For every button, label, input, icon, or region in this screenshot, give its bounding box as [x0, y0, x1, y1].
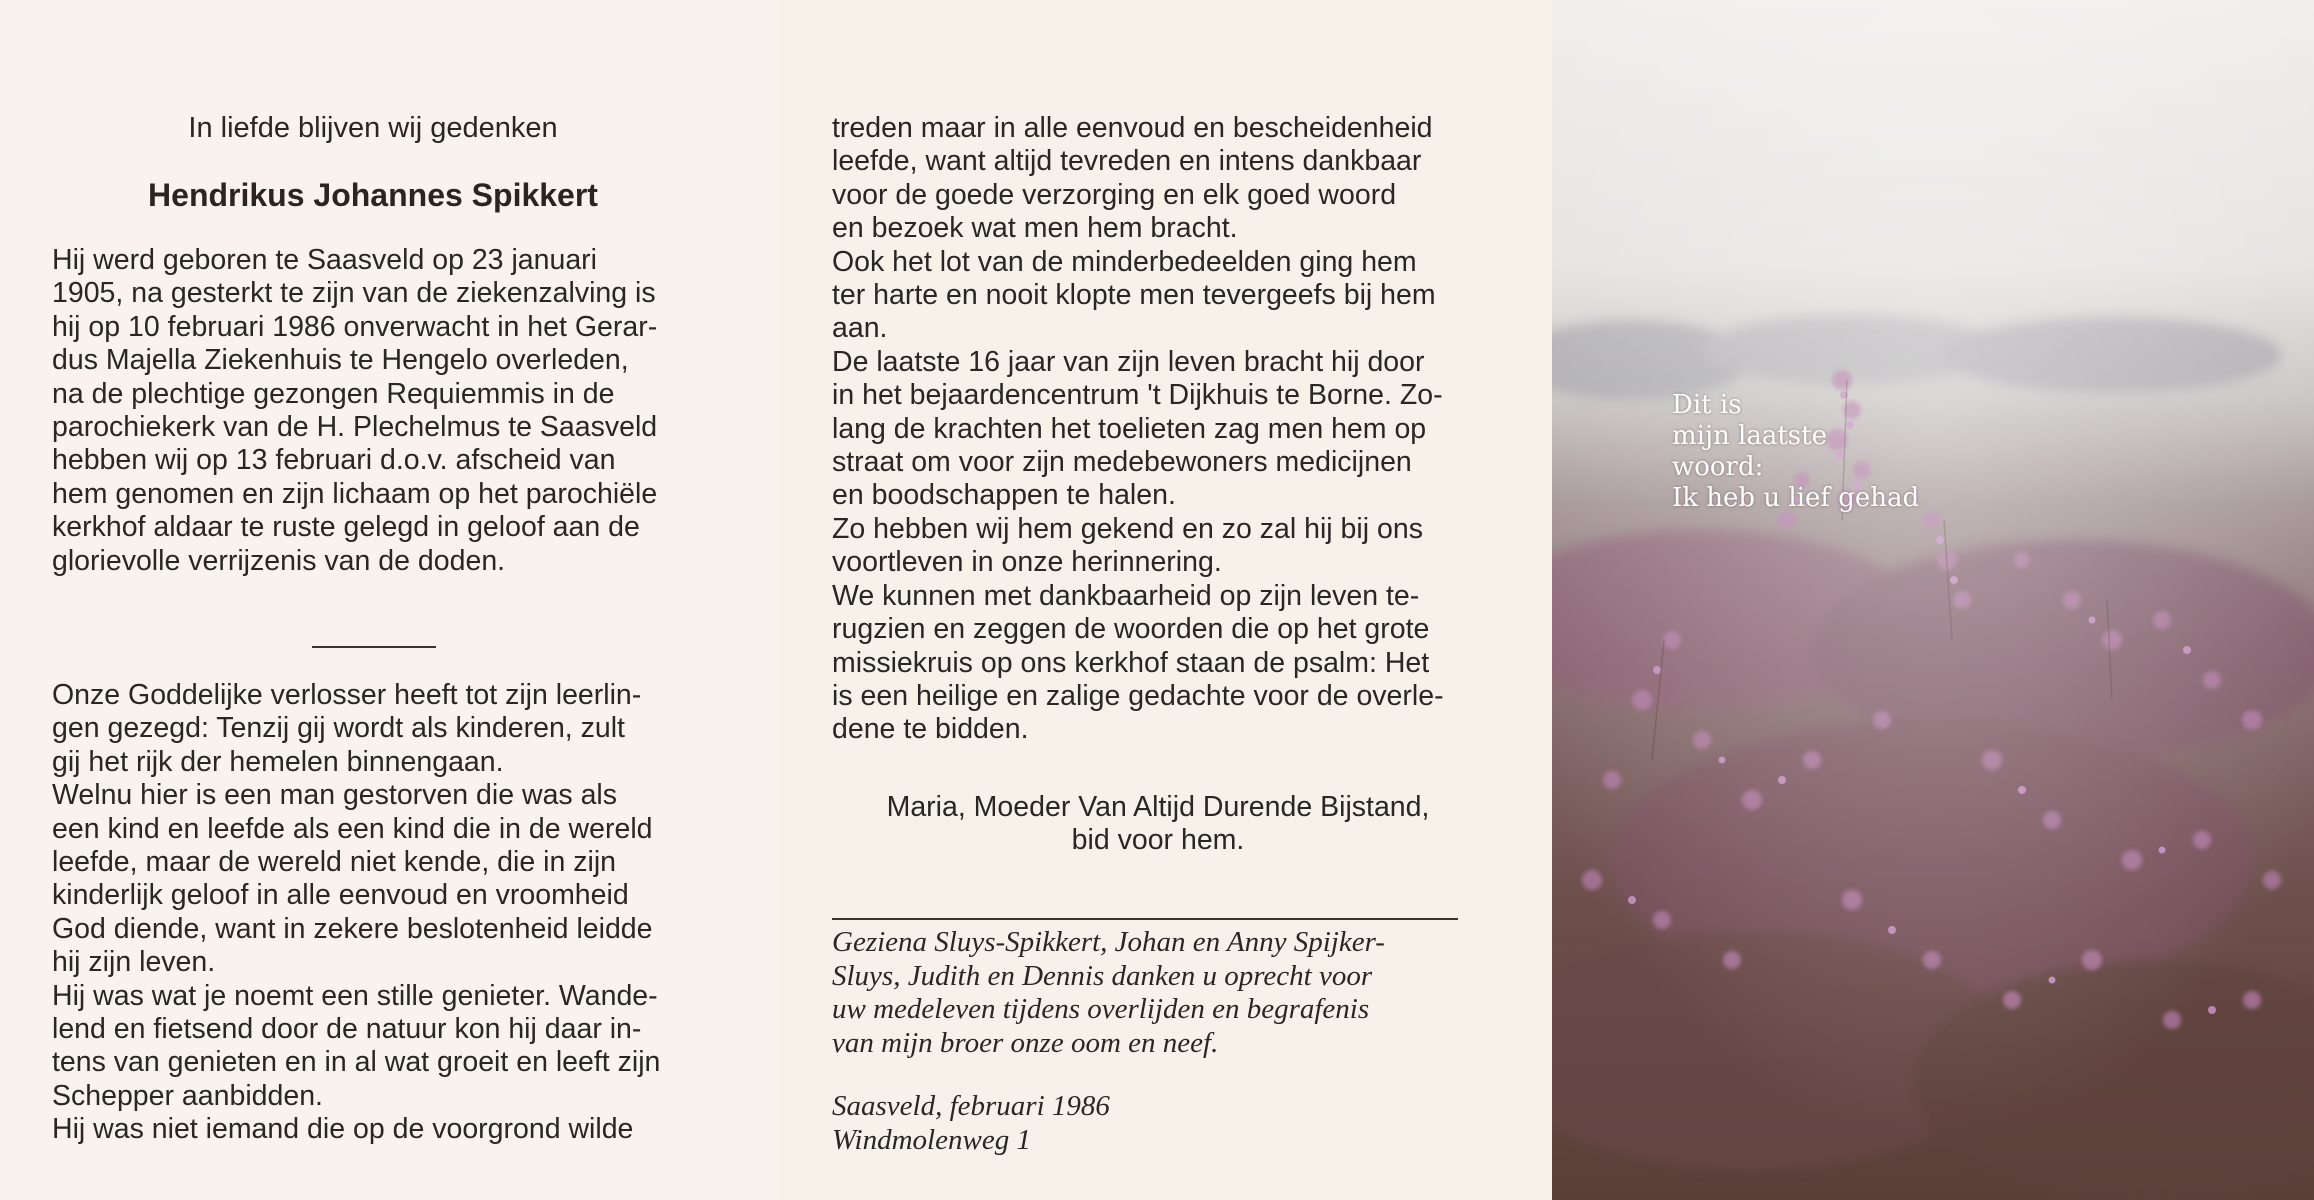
- signature-rule: [832, 918, 1458, 920]
- text-line: een kind en leefde als een kind die in de wereld: [52, 812, 653, 845]
- text-line: Welnu hier is een man gestorven die was als: [52, 779, 618, 812]
- text-line: God diende, want in zekere beslotenheid leidde: [52, 912, 653, 945]
- text-line: De laatste 16 jaar van zijn leven bracht hij door: [832, 345, 1425, 378]
- text-line: Sluys, Judith en Dennis danken u oprecht voor: [832, 959, 1373, 992]
- text-line: 1905, na gesterkt te zijn van de ziekenzalving is: [52, 277, 656, 310]
- text-line: kerkhof aldaar te ruste gelegd in geloof aan de: [52, 511, 640, 544]
- text-line: ter harte en nooit klopte men tevergeefs bij hem: [832, 279, 1436, 312]
- deceased-name: Hendrikus Johannes Spikkert: [148, 177, 598, 213]
- text-line: voor de goede verzorging en elk goed woord: [832, 178, 1397, 211]
- text-line: gij het rijk der hemelen binnengaan.: [52, 745, 504, 778]
- text-line: Hij was wat je noemt een stille genieter. Wande-: [52, 979, 658, 1012]
- text-line: hij op 10 februari 1986 onverwacht in het Gerar-: [52, 310, 658, 343]
- place-block: [832, 1090, 1432, 1157]
- text-line: glorievolle verrijzenis van de doden.: [52, 544, 506, 577]
- intro-heading: In liefde blijven wij gedenken: [188, 112, 558, 144]
- text-line: hebben wij op 13 februari d.o.v. afscheid van: [52, 444, 616, 477]
- text-line: voortleven in onze herinnering.: [832, 546, 1222, 579]
- text-line: We kunnen met dankbaarheid op zijn leven te-: [832, 579, 1420, 612]
- text-line: aan.: [832, 312, 888, 345]
- reflection-paragraph: [52, 679, 700, 1147]
- text-line: parochiekerk van de H. Plechelmus te Saasveld: [52, 411, 658, 444]
- text-line: Zo hebben wij hem gekend en zo zal hij bij ons: [832, 512, 1423, 545]
- text-line: is een heilige en zalige gedachte voor de overle-: [832, 679, 1444, 712]
- text-line: Onze Goddelijke verlosser heeft tot zijn leerlin-: [52, 679, 642, 711]
- text-line: lend en fietsend door de natuur kon hij daar in-: [52, 1013, 642, 1046]
- heather-photo: [1552, 0, 2314, 1200]
- prayer-block: [832, 791, 1484, 858]
- caption-line: mijn laatste: [1672, 421, 1827, 451]
- text-line: straat om voor zijn medebewoners medicijnen: [832, 446, 1412, 479]
- text-line: gen gezegd: Tenzij gij wordt als kinderen, zult: [52, 712, 625, 745]
- photo-caption: [1672, 390, 1992, 514]
- text-line: dene te bidden.: [832, 713, 1029, 746]
- text-line: treden maar in alle eenvoud en bescheidenheid: [832, 112, 1433, 144]
- caption-line: woord:: [1672, 452, 1764, 482]
- text-line: kinderlijk geloof in alle eenvoud en vroomheid: [52, 879, 629, 912]
- thanks-paragraph: [832, 926, 1490, 1060]
- text-line: hij zijn leven.: [52, 946, 216, 979]
- bio-paragraph: [52, 244, 700, 578]
- right-panel: [1552, 0, 2314, 1200]
- text-line: dus Majella Ziekenhuis te Hengelo overleden,: [52, 344, 629, 377]
- text-line: leefde, maar de wereld niet kende, die in zijn: [52, 846, 617, 879]
- text-line: in het bejaardencentrum 't Dijkhuis te Borne. Zo-: [832, 379, 1443, 412]
- text-line: rugzien en zeggen de woorden die op het grote: [832, 613, 1430, 646]
- place-date: Saasveld, februari 1986: [832, 1090, 1110, 1122]
- text-line: Ook het lot van de minderbedeelden ging hem: [832, 245, 1417, 278]
- text-line: lang de krachten het toelieten zag men hem op: [832, 412, 1427, 445]
- left-panel: [0, 0, 778, 1200]
- section-divider: [312, 646, 436, 648]
- text-line: Hij werd geboren te Saasveld op 23 januari: [52, 244, 598, 276]
- text-line: hem genomen en zijn lichaam op het parochiële: [52, 477, 658, 510]
- text-line: tens van genieten en in al wat groeit en leeft zijn: [52, 1046, 661, 1079]
- text-line: Schepper aanbidden.: [52, 1079, 323, 1112]
- caption-line: Dit is: [1672, 390, 1742, 420]
- address: Windmolenweg 1: [832, 1123, 1031, 1156]
- prayer-line: Maria, Moeder Van Altijd Durende Bijstand,: [886, 791, 1430, 823]
- caption-line: Ik heb u lief gehad: [1672, 483, 1920, 513]
- text-line: uw medeleven tijdens overlijden en begrafenis: [832, 993, 1370, 1026]
- text-line: van mijn broer onze oom en neef.: [832, 1026, 1219, 1059]
- text-line: Geziena Sluys-Spikkert, Johan en Anny Spijker-: [832, 926, 1385, 958]
- prayer-line: bid voor hem.: [1071, 824, 1245, 857]
- text-line: en bezoek wat men hem bracht.: [832, 212, 1238, 245]
- text-line: missiekruis op ons kerkhof staan de psalm: Het: [832, 646, 1430, 679]
- continuation-paragraph: [832, 112, 1484, 747]
- text-line: Hij was niet iemand die op de voorgrond wilde: [52, 1113, 634, 1146]
- text-line: leefde, want altijd tevreden en intens dankbaar: [832, 145, 1422, 178]
- text-line: na de plechtige gezongen Requiemmis in de: [52, 377, 615, 410]
- text-line: en boodschappen te halen.: [832, 479, 1176, 512]
